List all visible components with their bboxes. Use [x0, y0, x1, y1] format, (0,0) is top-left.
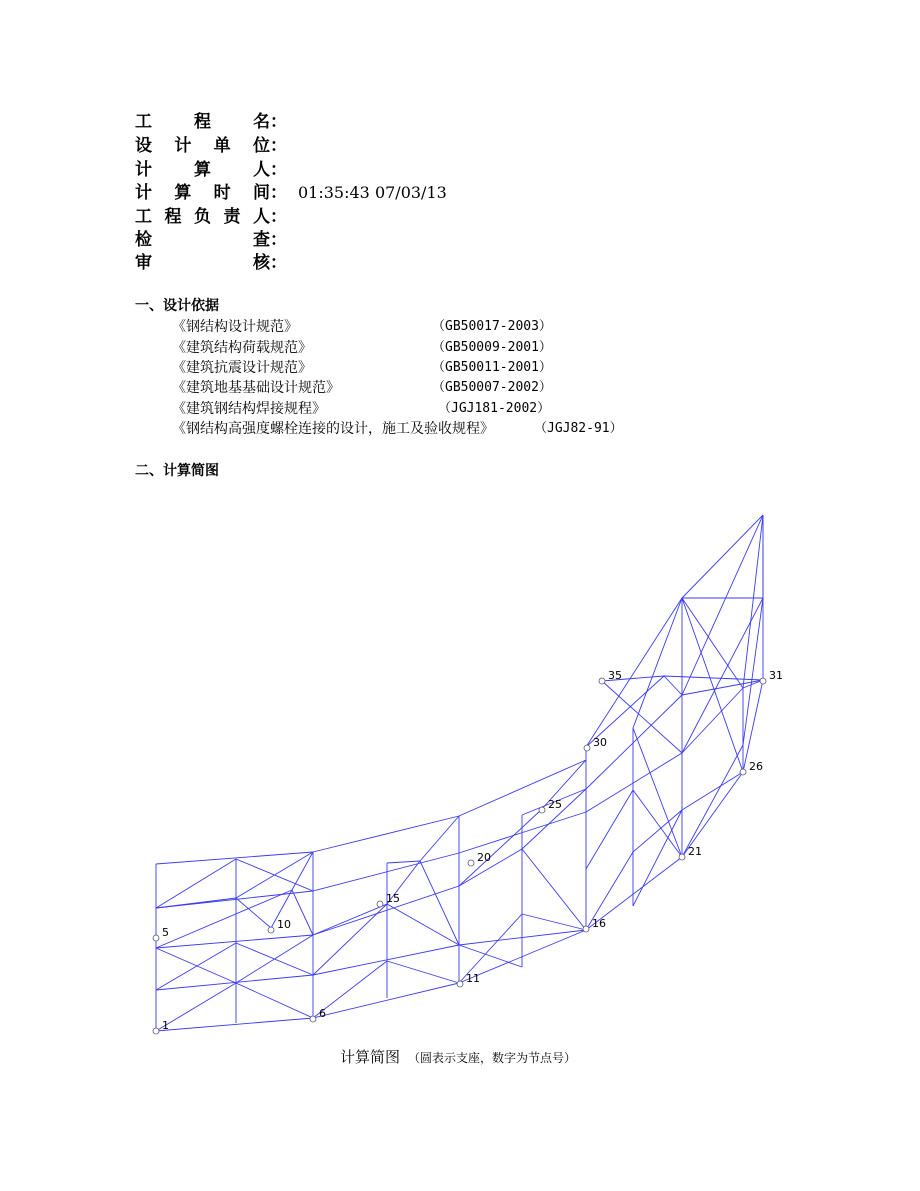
truss-member: [633, 810, 682, 906]
truss-member: [420, 861, 459, 945]
truss-member: [459, 760, 586, 816]
truss-member: [236, 852, 313, 898]
spec-code: （GB50017-2003）: [432, 319, 552, 334]
info-label-char: 工: [135, 207, 152, 227]
support-node: [760, 678, 766, 684]
truss-member: [313, 904, 387, 975]
info-label-char: 工: [135, 112, 152, 132]
info-label-char: 算: [194, 160, 211, 180]
support-node: [740, 769, 746, 775]
truss-member: [522, 914, 586, 930]
info-label-char: 时: [213, 183, 231, 203]
truss-member: [387, 961, 459, 983]
info-label-char: 计: [174, 136, 192, 156]
node-label: 26: [749, 760, 763, 773]
info-label-char: 核: [253, 253, 270, 273]
support-node: [539, 807, 545, 813]
node-label: 20: [477, 851, 491, 864]
truss-member: [633, 810, 682, 852]
spec-code: （GB50007-2002）: [432, 380, 552, 395]
spec-code: （GB50011-2001）: [432, 360, 552, 375]
spec-name: 《建筑钢结构焊接规程》: [172, 401, 326, 417]
truss-member: [664, 676, 763, 680]
spec-name: 《建筑结构荷载规范》: [172, 340, 312, 356]
truss-member: [459, 812, 586, 853]
info-label-char: 程: [194, 112, 211, 132]
truss-member: [156, 943, 236, 990]
node-label: 5: [162, 926, 169, 939]
truss-member: [236, 898, 271, 928]
support-node: [584, 745, 590, 751]
node-label: 6: [319, 1007, 326, 1020]
node-label: 35: [608, 669, 622, 682]
info-colon: ：: [270, 207, 287, 227]
info-label-char: 检: [135, 230, 152, 250]
truss-member: [743, 598, 763, 745]
truss-member: [387, 861, 420, 863]
truss-member: [633, 728, 682, 857]
spec-name: 《钢结构高强度螺栓连接的设计，施工及验收规程》: [172, 421, 494, 437]
truss-member: [682, 772, 743, 810]
info-label-char: 审: [135, 253, 152, 273]
node-label: 25: [548, 798, 562, 811]
node-label: 30: [593, 736, 607, 749]
node-label: 16: [592, 917, 606, 930]
info-label-char: 位: [252, 136, 270, 156]
section-diagram-title: 二、计算简图: [135, 463, 219, 479]
info-label-char: 责: [223, 207, 241, 227]
node-label: 11: [466, 972, 480, 985]
node-label: 15: [386, 892, 400, 905]
support-node: [679, 854, 685, 860]
spec-code: （JGJ82-91）: [534, 421, 623, 436]
spec-name: 《建筑抗震设计规范》: [172, 360, 312, 376]
truss-member: [682, 515, 763, 598]
truss-member: [664, 676, 682, 695]
info-label-char: 算: [174, 183, 192, 203]
node-label: 10: [277, 918, 291, 931]
truss-member: [236, 983, 313, 1018]
truss-member: [156, 935, 313, 948]
truss-member: [743, 515, 763, 688]
truss-member: [387, 904, 459, 945]
truss-member: [236, 943, 313, 975]
info-colon: ：: [270, 183, 287, 203]
truss-member: [682, 745, 743, 857]
node-label: 1: [162, 1019, 169, 1032]
info-label-char: 名: [253, 112, 270, 132]
support-node: [457, 981, 463, 987]
support-node: [153, 1028, 159, 1034]
support-node: [268, 927, 274, 933]
info-label-char: 负: [194, 207, 211, 227]
spec-code: （JGJ181-2002）: [438, 401, 551, 416]
truss-member: [156, 1018, 313, 1031]
info-colon: ：: [270, 136, 287, 156]
support-node: [468, 860, 474, 866]
info-colon: ：: [270, 160, 287, 180]
info-colon: ：: [270, 112, 287, 132]
support-node: [377, 901, 383, 907]
truss-member: [156, 948, 236, 983]
truss-member: [313, 816, 459, 852]
info-label-char: 计: [135, 160, 152, 180]
info-label-char: 计: [135, 183, 152, 203]
info-label-char: 人: [253, 207, 270, 227]
support-node: [153, 935, 159, 941]
node-label: 31: [769, 669, 783, 682]
spec-code: （GB50009-2001）: [432, 340, 552, 355]
info-colon: ：: [270, 230, 287, 250]
truss-member: [682, 688, 743, 753]
truss-member: [459, 810, 541, 886]
truss-member: [156, 898, 236, 908]
info-label-char: 查: [253, 230, 270, 250]
support-node: [583, 926, 589, 932]
truss-member: [682, 515, 763, 695]
diagram-caption: [340, 1046, 576, 1067]
caption-note: （圆表示支座，数字为节点号）: [408, 1051, 577, 1065]
truss-member: [602, 681, 682, 753]
truss-member: [156, 890, 292, 948]
support-node: [599, 678, 605, 684]
truss-member: [313, 983, 459, 1018]
caption-text: 计算简图: [340, 1048, 401, 1066]
spec-name: 《建筑地基基础设计规范》: [172, 380, 340, 396]
support-node: [310, 1016, 316, 1022]
spec-name: 《钢结构设计规范》: [172, 319, 298, 335]
truss-member: [313, 853, 459, 891]
truss-member: [292, 890, 313, 935]
info-label-char: 间: [252, 183, 270, 203]
truss-member: [292, 852, 313, 890]
truss-member: [586, 753, 682, 812]
truss-member: [313, 945, 459, 975]
info-value: 01:35:43 07/03/13: [298, 183, 447, 202]
info-label-char: 程: [164, 207, 182, 227]
truss-member: [313, 904, 387, 935]
section-design-basis-title: 一、设计依据: [135, 298, 219, 314]
info-label-char: 人: [253, 160, 270, 180]
truss-member: [522, 849, 586, 930]
info-colon: ：: [270, 253, 287, 273]
truss-member: [586, 790, 633, 869]
node-label: 21: [688, 845, 702, 858]
info-label-char: 设: [135, 136, 152, 156]
truss-member: [156, 852, 313, 864]
info-label-char: 单: [213, 136, 231, 156]
